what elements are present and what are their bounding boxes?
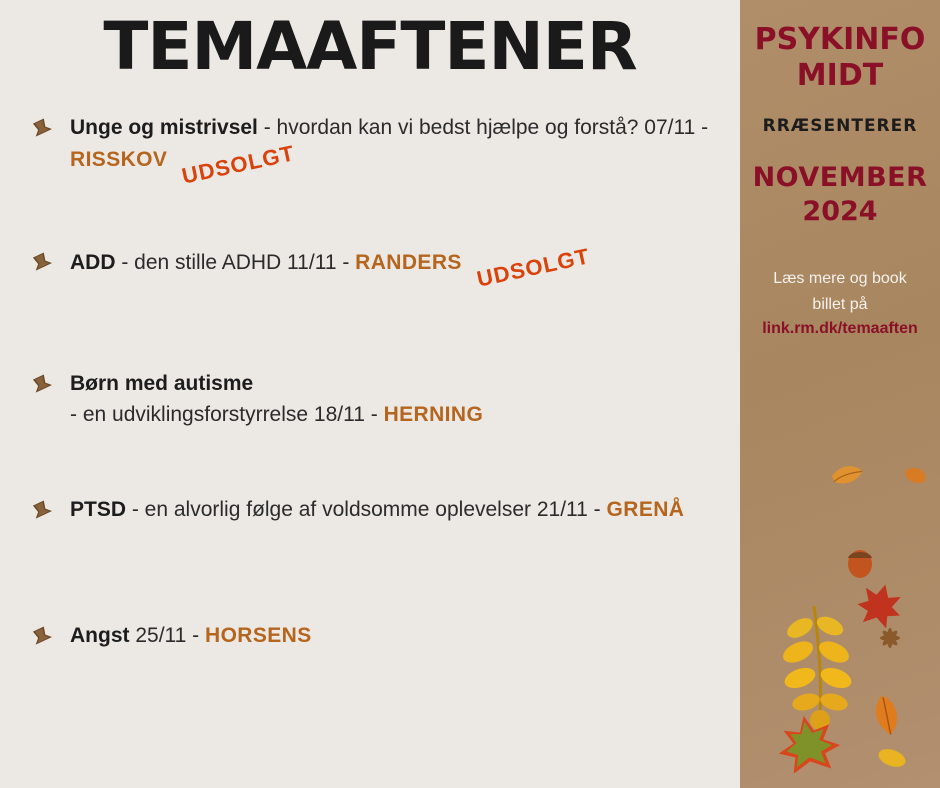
booking-line2: billet på <box>812 296 868 313</box>
event-title: ADD <box>70 251 116 274</box>
brand-name-line1: PSYKINFO <box>754 22 926 57</box>
event-title: Børn med autisme <box>70 372 254 395</box>
pushpin-icon <box>28 498 58 528</box>
page-title: TEMAAFTENER <box>103 8 637 85</box>
event-detail: - den stille ADHD 11/11 - <box>115 251 356 274</box>
event-city: RANDERS <box>355 251 462 274</box>
year-label: 2024 <box>802 196 878 227</box>
booking-link[interactable]: link.rm.dk/temaaften <box>762 320 918 337</box>
list-item <box>28 494 730 590</box>
event-detail: - hvordan kan vi bedst hjælpe og forstå? 07/11 - <box>257 116 709 139</box>
event-city: HORSENS <box>205 624 312 647</box>
event-detail: 25/11 - <box>129 624 205 647</box>
pushpin-icon <box>28 624 58 654</box>
event-text <box>70 494 730 525</box>
pushpin-icon <box>28 372 58 402</box>
list-item <box>28 112 730 216</box>
poster-sidebar <box>740 0 940 788</box>
event-text <box>70 620 730 651</box>
list-item <box>28 368 730 464</box>
autumn-leaves-decoration <box>740 458 940 788</box>
event-detail: - en alvorlig følge af voldsomme oplevelser 21/11 - <box>126 498 607 521</box>
month-label: NOVEMBER <box>752 162 928 193</box>
status-badge: UDSOLGT <box>179 140 298 189</box>
event-title: Unge og mistrivsel <box>70 116 258 139</box>
event-title: Angst <box>70 624 130 647</box>
pushpin-icon <box>28 116 58 146</box>
event-title: PTSD <box>70 498 127 521</box>
event-text <box>70 368 730 430</box>
event-detail: - en udviklingsforstyrrelse 18/11 - <box>70 403 384 426</box>
pushpin-icon <box>28 250 58 280</box>
event-city: RISSKOV <box>70 148 168 171</box>
brand-name-line2: MIDT <box>796 58 884 93</box>
presents-label: RRÆSENTERER <box>762 116 918 136</box>
booking-line1: Læs mere og book <box>773 270 907 287</box>
event-city: HERNING <box>383 403 484 426</box>
event-list <box>0 112 740 680</box>
event-city: GRENÅ <box>606 498 685 521</box>
booking-info <box>740 266 940 318</box>
event-text <box>70 112 730 189</box>
status-badge: UDSOLGT <box>474 243 592 292</box>
list-item <box>28 243 730 338</box>
list-item <box>28 620 730 680</box>
event-text <box>70 243 730 292</box>
